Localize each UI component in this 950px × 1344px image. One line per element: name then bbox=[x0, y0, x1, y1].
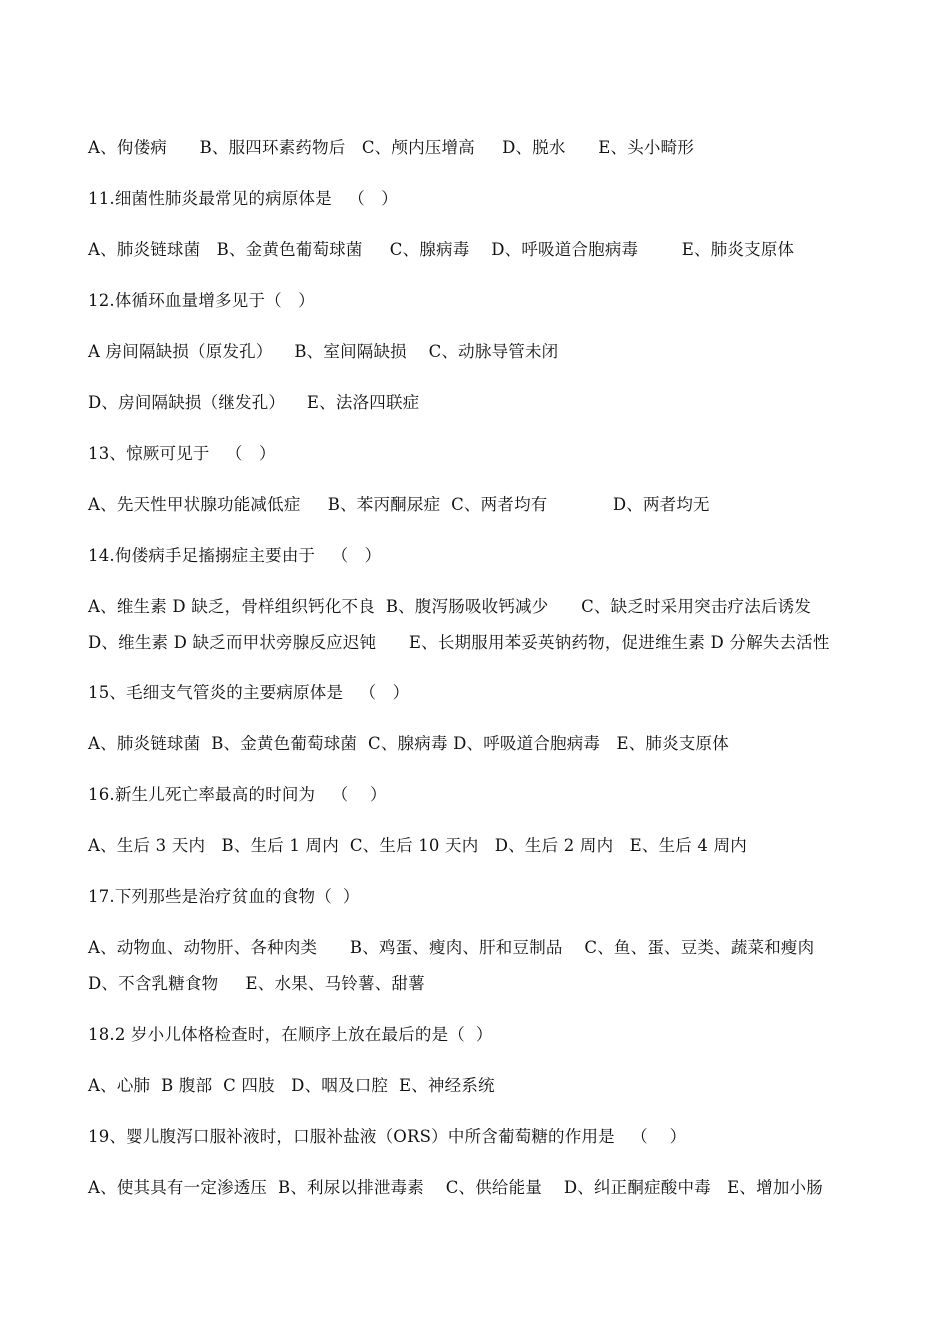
q11-options: A、肺炎链球菌 B、金黄色葡萄球菌 C、腺病毒 D、呼吸道合胞病毒 E、肺炎支原体 bbox=[88, 240, 795, 259]
q11-question: 11.细菌性肺炎最常见的病原体是 （ ） bbox=[88, 189, 399, 208]
q14-options-line1: A、维生素 D 缺乏，骨样组织钙化不良 B、腹泻肠吸收钙减少 C、缺乏时采用突击疗法后诱发 bbox=[88, 597, 812, 616]
q19-options: A、使其具有一定渗透压 B、利尿以排泄毒素 C、供给能量 D、纠正酮症酸中毒 E、增加小肠 bbox=[88, 1178, 823, 1197]
q15-question: 15、毛细支气管炎的主要病原体是 （ ） bbox=[88, 683, 410, 702]
q16-options: A、生后 3 天内 B、生后 1 周内 C、生后 10 天内 D、生后 2 周内 E、生后 4 周内 bbox=[88, 836, 747, 855]
q12-options-line2: D、房间隔缺损（继发孔） E、法洛四联症 bbox=[88, 393, 420, 412]
q14-question: 14.佝偻病手足搐搦症主要由于 （ ） bbox=[88, 546, 382, 565]
q17-question: 17.下列那些是治疗贫血的食物（ ） bbox=[88, 887, 360, 906]
q10-options: A、佝偻病 B、服四环素药物后 C、颅内压增高 D、脱水 E、头小畸形 bbox=[88, 138, 695, 157]
q18-options: A、心肺 B 腹部 C 四肢 D、咽及口腔 E、神经系统 bbox=[88, 1076, 495, 1095]
q13-options: A、先天性甲状腺功能减低症 B、苯丙酮尿症 C、两者均有 D、两者均无 bbox=[88, 495, 710, 514]
q18-question: 18.2 岁小儿体格检查时，在顺序上放在最后的是（ ） bbox=[88, 1025, 493, 1044]
q13-question: 13、惊厥可见于 （ ） bbox=[88, 444, 276, 463]
q14-options-line2: D、维生素 D 缺乏而甲状旁腺反应迟钝 E、长期服用苯妥英钠药物，促进维生素 D 分解失去活性 bbox=[88, 633, 830, 652]
q16-question: 16.新生儿死亡率最高的时间为 （ ） bbox=[88, 785, 387, 804]
q15-options: A、肺炎链球菌 B、金黄色葡萄球菌 C、腺病毒 D、呼吸道合胞病毒 E、肺炎支原体 bbox=[88, 734, 729, 753]
q17-options-line2: D、不含乳糖食物 E、水果、马铃薯、甜薯 bbox=[88, 974, 425, 993]
q12-options-line1: A 房间隔缺损（原发孔） B、室间隔缺损 C、动脉导管未闭 bbox=[88, 342, 559, 361]
q12-question: 12.体循环血量增多见于（ ） bbox=[88, 291, 315, 310]
q19-question: 19、婴儿腹泻口服补液时，口服补盐液（ORS）中所含葡萄糖的作用是 （ ） bbox=[88, 1127, 687, 1146]
q17-options-line1: A、动物血、动物肝、各种肉类 B、鸡蛋、瘦肉、肝和豆制品 C、鱼、蛋、豆类、蔬菜和瘦肉 bbox=[88, 938, 815, 957]
